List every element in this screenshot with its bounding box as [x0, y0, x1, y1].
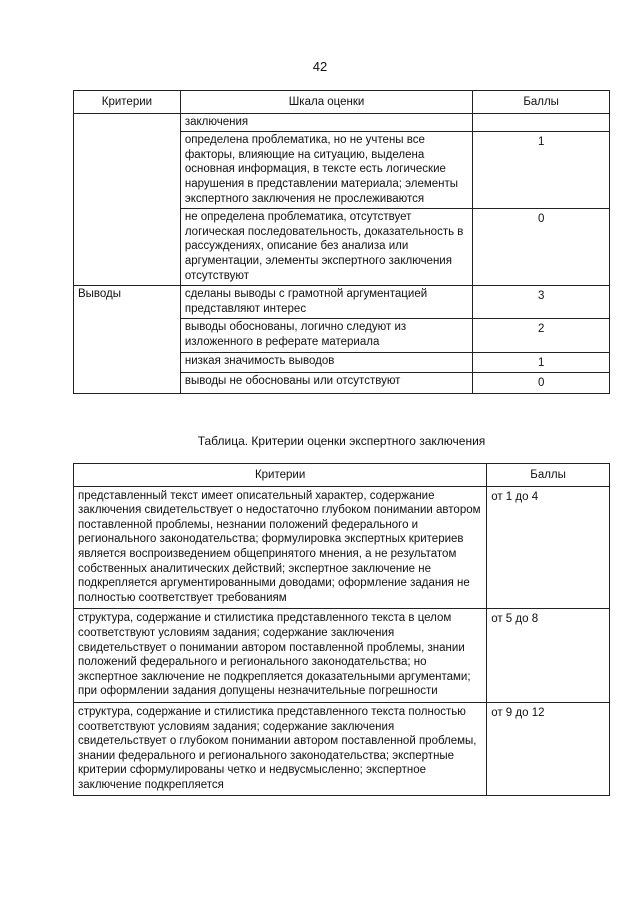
header-scale: Шкала оценки [180, 91, 472, 114]
table-header-row [74, 464, 610, 487]
scale-cell: низкая значимость выводов [180, 352, 472, 373]
criterion-cell: структура, содержание и стилистика представленного текста в целом соответствуют условиям задания; содержание заключения свидетельствует о понимании автором поставленной проблемы, знании положений федерального и регионального законодательства; но экспертное заключение не подкрепляется доказательными аргументами; при оформлении задания допущены незначительные погрешности [74, 609, 487, 703]
table-row [74, 286, 610, 319]
criterion-cell [74, 113, 181, 286]
table-row [74, 486, 610, 609]
scale-cell: выводы не обоснованы или отсутствуют [180, 373, 472, 394]
header-criteria: Критерии [74, 464, 487, 487]
score-cell [473, 113, 610, 132]
scale-cell: заключения [180, 113, 472, 132]
page-number: 42 [312, 59, 328, 74]
header-points: Баллы [487, 464, 610, 487]
score-cell: 0 [473, 209, 610, 286]
evaluation-table [73, 463, 610, 796]
scale-cell: определена проблематика, но не учтены все факторы, влияющие на ситуацию, выделена основная информация, в тексте есть логические нарушения в представлении материала; элементы экспертного заключения не прослеживаются [180, 132, 472, 209]
criterion-cell: структура, содержание и стилистика представленного текста полностью соответствуют условиям задания; содержание заключения свидетельствует о глубоком понимании автором поставленной проблемы, знании федерального и регионального законодательства; экспертные критерии сформулированы четко и недвусмысленно; экспертное заключение подкрепляется [74, 702, 487, 796]
scale-cell: выводы обоснованы, логично следуют из изложенного в реферате материала [180, 319, 472, 352]
table-row [74, 702, 610, 796]
table-row [74, 113, 610, 132]
criterion-cell: представленный текст имеет описательный характер, содержание заключения свидетельствует о недостаточно глубоком понимании автором поставленной проблемы, незнании положений федерального и регионального законодательства; формулировка экспертных критериев является воспроизведением общепринятого мнения, а не результатом собственных аналитических действий; экспертное заключение не подкрепляется аргументированными доводами; оформление задания не полностью соответствует требованиям [74, 486, 487, 609]
score-cell: 1 [473, 352, 610, 373]
header-criteria: Критерии [74, 91, 181, 114]
header-points: Баллы [473, 91, 610, 114]
table-caption: Таблица. Критерии оценки экспертного заключения [197, 434, 486, 448]
scale-table [73, 90, 610, 394]
table-header-row [74, 91, 610, 114]
score-cell: 0 [473, 373, 610, 394]
score-cell: 2 [473, 319, 610, 352]
scale-cell: не определена проблематика, отсутствует логическая последовательность, доказательность в рассуждениях, описание без анализа или аргументации, элементы экспертного заключения отсутствуют [180, 209, 472, 286]
score-cell: от 9 до 12 [487, 702, 610, 796]
scale-cell: сделаны выводы с грамотной аргументацией представляют интерес [180, 286, 472, 319]
score-cell: 1 [473, 132, 610, 209]
score-cell: 3 [473, 286, 610, 319]
score-cell: от 5 до 8 [487, 609, 610, 703]
table-row [74, 609, 610, 703]
criterion-cell: Выводы [74, 286, 181, 394]
score-cell: от 1 до 4 [487, 486, 610, 609]
